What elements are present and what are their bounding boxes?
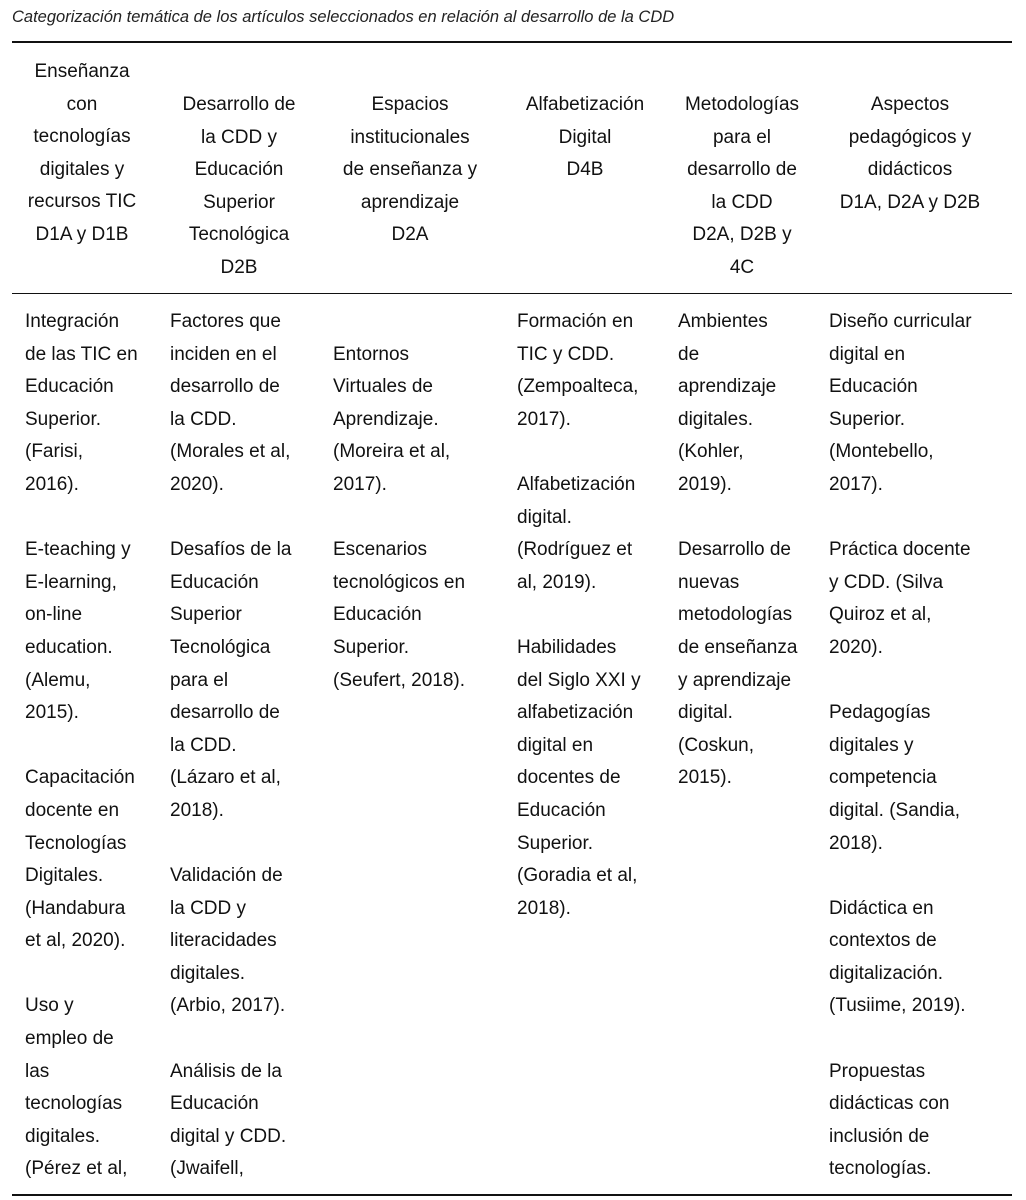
column-4 xyxy=(517,306,641,925)
column-2 xyxy=(170,306,291,1186)
top-rule xyxy=(12,41,1012,43)
table-entry: Ambientes de aprendizaje digitales. (Kohler, 2019). xyxy=(678,311,777,495)
table-caption: Categorización temática de los artículos seleccionados en relación al desarrollo de la CDD xyxy=(12,8,675,26)
table-entry: Diseño curricular digital en Educación Superior. (Montebello, 2017). xyxy=(829,311,972,495)
table-entry: Pedagogías digitales y competencia digital. (Sandia, 2018). xyxy=(829,702,960,854)
entry-spacer xyxy=(25,958,138,991)
column-6 xyxy=(829,306,972,1186)
entry-spacer xyxy=(333,502,465,535)
column-header-1: Enseñanza con tecnologías digitales y recursos TIC D1A y D1B xyxy=(27,61,137,245)
entry-spacer xyxy=(170,1023,291,1056)
entry-spacer xyxy=(829,1023,972,1056)
table-entry: Didáctica en contextos de digitalización. (Tusiime, 2019). xyxy=(829,897,966,1017)
entry-spacer xyxy=(25,502,138,535)
column-header-5: Metodologías para el desarrollo de la CDD D2A, D2B y 4C xyxy=(684,94,800,278)
table-entry: Capacitación docente en Tecnologías Digitales. (Handabura et al, 2020). xyxy=(25,767,135,952)
column-header-4: Alfabetización Digital D4B xyxy=(525,94,645,181)
entry-spacer xyxy=(829,860,972,893)
table-entry: Alfabetización digital. (Rodríguez et al, 2019). xyxy=(517,473,636,593)
table-entry: Desafíos de la Educación Superior Tecnológica para el desarrollo de la CDD. (Lázaro et al, 2018). xyxy=(170,539,292,821)
column-header-3: Espacios institucionales de enseñanza y aprendizaje D2A xyxy=(342,94,478,246)
column-1 xyxy=(25,306,138,1186)
entry-spacer xyxy=(25,730,138,763)
column-3 xyxy=(333,306,465,697)
table-entry: Escenarios tecnológicos en Educación Superior. (Seufert, 2018). xyxy=(333,539,466,691)
table-entry: Habilidades del Siglo XXI y alfabetización digital en docentes de Educación Superior. (Goradia et al, 2018). xyxy=(517,636,641,919)
table-entry: Desarrollo de nuevas metodologías de enseñanza y aprendizaje digital. (Coskun, 2015). xyxy=(678,539,798,789)
table-entry: Formación en TIC y CDD. (Zempoalteca, 2017). xyxy=(517,311,639,430)
table-entry: Validación de la CDD y literacidades digitales. (Arbio, 2017). xyxy=(170,865,286,1017)
table-entry: Integración de las TIC en Educación Superior. (Farisi, 2016). xyxy=(25,311,138,495)
table-entry: Factores que inciden en el desarrollo de la CDD. (Morales et al, 2020). xyxy=(170,311,291,495)
bottom-rule xyxy=(12,1194,1012,1196)
entry-spacer xyxy=(517,599,641,632)
entry-spacer xyxy=(170,828,291,861)
column-header-2: Desarrollo de la CDD y Educación Superior Tecnológica D2B xyxy=(182,94,296,278)
table-entry: Entornos Virtuales de Aprendizaje. (Moreira et al, 2017). xyxy=(333,343,451,495)
column-header-6: Aspectos pedagógicos y didácticos D1A, D2A y D2B xyxy=(839,94,981,213)
entry-spacer xyxy=(517,436,641,469)
entry-spacer xyxy=(678,502,797,535)
table-entry: Propuestas didácticas con inclusión de tecnologías. xyxy=(829,1060,950,1180)
entry-spacer xyxy=(829,665,972,698)
table-entry: Análisis de la Educación digital y CDD. (Jwaifell, xyxy=(170,1060,287,1180)
table-entry: E-teaching y E-learning, on-line education. (Alemu, 2015). xyxy=(25,539,131,724)
entry-spacer xyxy=(170,502,291,535)
entry-spacer xyxy=(333,306,465,339)
table-entry: Uso y empleo de las tecnologías digitales. (Pérez et al, xyxy=(25,995,128,1180)
table-entry: Práctica docente y CDD. (Silva Quiroz et al, 2020). xyxy=(829,539,971,658)
column-5 xyxy=(678,306,797,795)
entry-spacer xyxy=(829,502,972,535)
header-rule xyxy=(12,293,1012,294)
